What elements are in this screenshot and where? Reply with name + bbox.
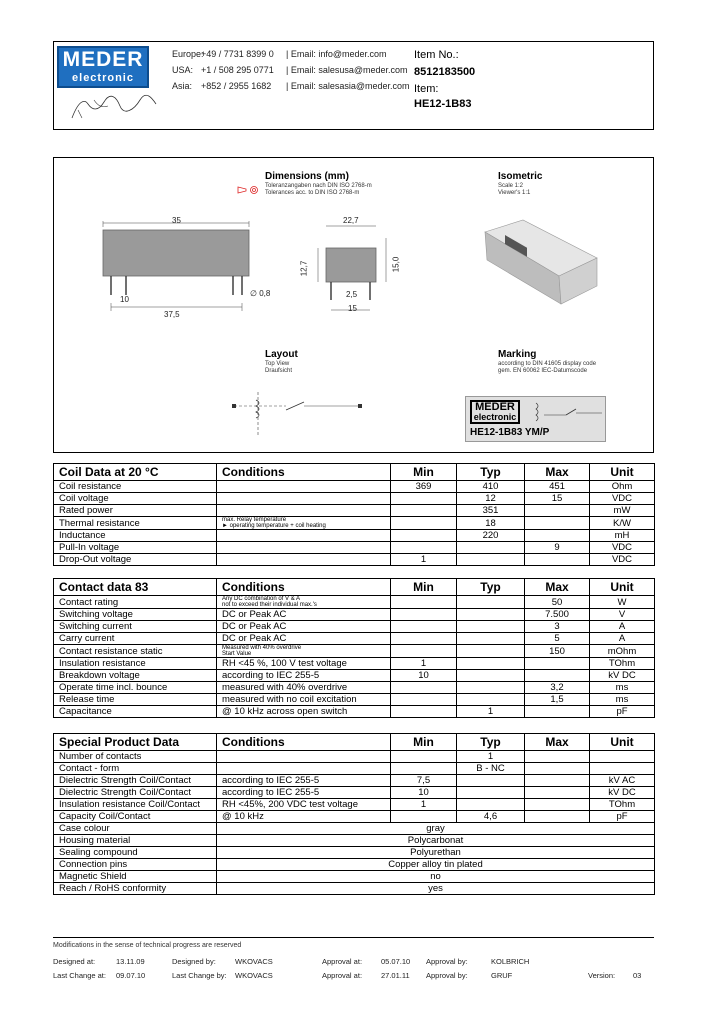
table-row: [54, 799, 655, 811]
table-cell: [391, 530, 457, 542]
layout-sub2: Draufsicht: [265, 368, 293, 374]
last-approval-by-value: GRUF: [491, 971, 513, 980]
table-cell: [457, 596, 525, 609]
table-cell: 220: [457, 530, 525, 542]
approval-at-value: 05.07.10: [381, 957, 411, 966]
condition-line: ► operating temperature + coil heating: [222, 523, 326, 529]
table-cell: 1: [457, 706, 525, 718]
last-change-by-label: Last Change by:: [172, 971, 227, 980]
table-row: [54, 883, 655, 895]
dimensions-sub2: Tolerances acc. to DIN ISO 2768-m: [265, 190, 360, 196]
table-row: [54, 775, 655, 787]
table-row: [54, 645, 655, 658]
version-label: Version:: [588, 971, 616, 980]
table-cell: [457, 775, 525, 787]
marking-title: Marking: [498, 349, 537, 360]
table-cell-merged: no: [217, 871, 655, 883]
table-cell: DC or Peak AC: [217, 609, 391, 621]
contact-email-usa[interactable]: | Email: salesusa@meder.com: [286, 65, 408, 75]
table-cell: @ 10 kHz across open switch: [217, 706, 391, 718]
column-header: Typ: [457, 734, 525, 751]
table-cell: VDC: [590, 554, 655, 566]
dim-height2: 15,0: [391, 256, 401, 273]
dim-length: 35: [172, 216, 181, 225]
last-change-at-label: Last Change at:: [53, 971, 106, 980]
table-cell: Reach / RoHS conformity: [54, 883, 217, 895]
column-header: Unit: [590, 734, 655, 751]
table-cell: ms: [590, 682, 655, 694]
table-cell: [391, 763, 457, 775]
table-row: [54, 633, 655, 645]
table-cell: [391, 706, 457, 718]
slogan-signature: [68, 92, 158, 122]
table-cell: ms: [590, 694, 655, 706]
column-header: Conditions: [217, 464, 391, 481]
table-cell: [457, 609, 525, 621]
table-cell: kV AC: [590, 775, 655, 787]
contact-phone-usa: +1 / 508 295 0771: [201, 65, 274, 75]
table-cell: [391, 751, 457, 763]
table-cell-merged: Polycarbonat: [217, 835, 655, 847]
contact-email-europe[interactable]: | Email: info@meder.com: [286, 49, 387, 59]
table-cell: [457, 670, 525, 682]
table-row: [54, 811, 655, 823]
dimensions-sub1: Toleranzangaben nach DIN ISO 2768-m: [265, 183, 372, 189]
table-cell: A: [590, 621, 655, 633]
table-cell: [590, 763, 655, 775]
column-header: Conditions: [217, 734, 391, 751]
table-cell: [391, 811, 457, 823]
table-row: [54, 554, 655, 566]
table-row: [54, 505, 655, 517]
table-cell: [391, 493, 457, 505]
table-cell: [525, 811, 590, 823]
table-cell: [217, 493, 391, 505]
table-cell: Contact rating: [54, 596, 217, 609]
table-row: [54, 787, 655, 799]
table-cell: 351: [457, 505, 525, 517]
table-cell: 4,6: [457, 811, 525, 823]
table-cell: Contact resistance static: [54, 645, 217, 658]
side-view-drawing: [302, 218, 402, 318]
table-cell: 1: [391, 554, 457, 566]
dim-height1: 12,7: [299, 260, 309, 277]
table-cell: 10: [391, 787, 457, 799]
table-cell: [391, 505, 457, 517]
table-cell: Switching voltage: [54, 609, 217, 621]
table-cell: measured with no coil excitation: [217, 694, 391, 706]
table-row: [54, 658, 655, 670]
table-row: [54, 751, 655, 763]
isometric-sub2: Viewer's 1:1: [498, 190, 531, 196]
table-cell: 1: [391, 658, 457, 670]
table-cell: Coil resistance: [54, 481, 217, 493]
table-cell: [457, 645, 525, 658]
table-cell: [391, 517, 457, 530]
table-cell: Drop-Out voltage: [54, 554, 217, 566]
table-cell: Switching current: [54, 621, 217, 633]
column-header: Special Product Data: [54, 734, 217, 751]
table-cell: [217, 530, 391, 542]
table-cell: 7,5: [391, 775, 457, 787]
item-no-label: Item No.:: [414, 49, 459, 61]
contact-email-asia[interactable]: | Email: salesasia@meder.com: [286, 81, 410, 91]
table-cell: Breakdown voltage: [54, 670, 217, 682]
table-cell: 451: [525, 481, 590, 493]
table-cell: 369: [391, 481, 457, 493]
table-cell: 12: [457, 493, 525, 505]
table-cell-merged: Polyurethan: [217, 847, 655, 859]
table-cell: 50: [525, 596, 590, 609]
table-cell: according to IEC 255-5: [217, 775, 391, 787]
table-cell: @ 10 kHz: [217, 811, 391, 823]
footer-divider: [53, 937, 654, 938]
isometric-title: Isometric: [498, 171, 543, 182]
contact-phone-asia: +852 / 2955 1682: [201, 81, 272, 91]
table-cell: according to IEC 255-5: [217, 670, 391, 682]
table-cell: V: [590, 609, 655, 621]
contact-phone-europe: +49 / 7731 8399 0: [201, 49, 274, 59]
marking-logo1: MEDER: [475, 401, 515, 413]
table-cell: 18: [457, 517, 525, 530]
table-cell: [525, 554, 590, 566]
table-cell: 5: [525, 633, 590, 645]
table-row: [54, 706, 655, 718]
dimensions-title: Dimensions (mm): [265, 171, 349, 182]
table-cell: Operate time incl. bounce: [54, 682, 217, 694]
table-cell: Thermal resistance: [54, 517, 217, 530]
table-cell: Capacitance: [54, 706, 217, 718]
layout-schematic: [226, 388, 366, 443]
table-cell: 1: [391, 799, 457, 811]
table-cell: Magnetic Shield: [54, 871, 217, 883]
table-cell: TOhm: [590, 658, 655, 670]
last-approval-at-value: 27.01.11: [381, 971, 410, 980]
table-cell: mH: [590, 530, 655, 542]
table-cell: DC or Peak AC: [217, 621, 391, 633]
approval-by-label: Approval by:: [426, 957, 468, 966]
last-approval-by-label: Approval by:: [426, 971, 468, 980]
column-header: Unit: [590, 464, 655, 481]
table-cell: VDC: [590, 493, 655, 505]
table-cell: 1: [457, 751, 525, 763]
table-row: [54, 763, 655, 775]
table-row: [54, 670, 655, 682]
last-change-by-value: WKOVACS: [235, 971, 273, 980]
table-cell: Dielectric Strength Coil/Contact: [54, 775, 217, 787]
special-product-table: [53, 733, 655, 895]
condition-line: Measured with 40% overdrive: [222, 645, 302, 651]
version-value: 03: [633, 971, 642, 980]
dim-width: 22,7: [343, 216, 359, 225]
table-cell: Rated power: [54, 505, 217, 517]
table-cell: [457, 633, 525, 645]
table-cell: 9: [525, 542, 590, 554]
item-value: HE12-1B83: [414, 98, 472, 110]
special-header-row: [54, 734, 655, 751]
marking-text: HE12-1B83 YM/P: [470, 427, 550, 438]
table-cell: Insulation resistance: [54, 658, 217, 670]
table-cell: [590, 751, 655, 763]
dim-pitch-small: 2,5: [346, 290, 358, 299]
table-cell: [457, 682, 525, 694]
marking-label: [465, 396, 606, 442]
table-cell: [217, 554, 391, 566]
table-cell: 410: [457, 481, 525, 493]
approval-by-value: KOLBRICH: [491, 957, 530, 966]
dim-pitch-width: 15: [348, 304, 357, 313]
logo-line2: electronic: [72, 72, 134, 84]
table-cell: Sealing compound: [54, 847, 217, 859]
table-cell: [457, 694, 525, 706]
contact-region-europe: Europe:: [172, 49, 204, 59]
condition-line: Any DC combination of V & A: [222, 596, 301, 602]
column-header: Max: [525, 464, 590, 481]
table-cell: [391, 633, 457, 645]
designed-at-label: Designed at:: [53, 957, 96, 966]
contact-header-row: [54, 579, 655, 596]
marking-logo: [470, 400, 520, 424]
table-row: [54, 682, 655, 694]
layout-title: Layout: [265, 349, 298, 360]
table-cell: measured with 40% overdrive: [217, 682, 391, 694]
table-row: [54, 694, 655, 706]
isometric-drawing: [479, 218, 604, 313]
table-cell: [217, 505, 391, 517]
table-cell: Housing material: [54, 835, 217, 847]
column-header: Typ: [457, 579, 525, 596]
table-cell: [391, 621, 457, 633]
table-cell: K/W: [590, 517, 655, 530]
logo-line1: MEDER: [62, 48, 144, 71]
table-cell: Carry current: [54, 633, 217, 645]
dim-pin-diameter: ∅ 0,8: [250, 289, 271, 298]
table-cell: Capacity Coil/Contact: [54, 811, 217, 823]
marking-schematic: [526, 401, 604, 427]
contact-data-table: [53, 578, 655, 718]
table-cell: [525, 658, 590, 670]
table-cell: 1,5: [525, 694, 590, 706]
table-cell: [525, 530, 590, 542]
table-cell: Inductance: [54, 530, 217, 542]
table-cell: 3: [525, 621, 590, 633]
column-header: Max: [525, 734, 590, 751]
table-cell: [457, 621, 525, 633]
column-header: Min: [391, 734, 457, 751]
table-cell: [217, 596, 391, 609]
table-cell: [217, 517, 391, 530]
table-cell: [525, 505, 590, 517]
marking-sub2: gem. EN 60062 IEC-Datumscode: [498, 368, 588, 374]
column-header: Typ: [457, 464, 525, 481]
table-cell: pF: [590, 706, 655, 718]
dim-pitch-long: 37,5: [164, 310, 180, 319]
last-change-at-value: 09.07.10: [116, 971, 146, 980]
item-label: Item:: [414, 83, 439, 95]
table-cell: Contact - form: [54, 763, 217, 775]
table-cell: [525, 787, 590, 799]
table-cell: [391, 645, 457, 658]
table-cell: RH <45 %, 100 V test voltage: [217, 658, 391, 670]
layout-sub1: Top View: [265, 361, 290, 367]
table-cell: Case colour: [54, 823, 217, 835]
table-row: [54, 823, 655, 835]
condition-line: not to exceed their individual max.'s: [222, 602, 317, 608]
table-cell: kV DC: [590, 787, 655, 799]
column-header: Min: [391, 579, 457, 596]
table-row: [54, 530, 655, 542]
table-cell: [457, 542, 525, 554]
condition-line: Start Value: [222, 651, 252, 657]
table-cell: Pull-In voltage: [54, 542, 217, 554]
table-cell: Number of contacts: [54, 751, 217, 763]
table-cell: according to IEC 255-5: [217, 787, 391, 799]
dim-pin-length: 10: [120, 295, 129, 304]
coil-data-table: [53, 463, 655, 566]
contact-region-usa: USA:: [172, 65, 194, 75]
table-cell: [525, 517, 590, 530]
table-cell: mOhm: [590, 645, 655, 658]
table-cell: 150: [525, 645, 590, 658]
designed-by-label: Designed by:: [172, 957, 216, 966]
table-cell: [525, 799, 590, 811]
table-cell: RH <45%, 200 VDC test voltage: [217, 799, 391, 811]
drawing-panel: [53, 157, 654, 453]
table-row: [54, 596, 655, 609]
table-row: [54, 493, 655, 505]
table-cell: [525, 763, 590, 775]
table-cell: Connection pins: [54, 859, 217, 871]
table-cell: Ohm: [590, 481, 655, 493]
marking-logo2: electronic: [473, 412, 517, 422]
table-cell: [457, 787, 525, 799]
isometric-sub1: Scale 1:2: [498, 183, 524, 189]
table-cell: B - NC: [457, 763, 525, 775]
approval-at-label: Approval at:: [322, 957, 363, 966]
marking-sub1: according to DIN 41605 display code: [498, 361, 597, 367]
table-cell-merged: yes: [217, 883, 655, 895]
table-cell: VDC: [590, 542, 655, 554]
table-cell: [525, 670, 590, 682]
column-header: Coil Data at 20 °C: [54, 464, 217, 481]
table-cell: 15: [525, 493, 590, 505]
condition-line: max. Relay temperature: [222, 517, 287, 523]
table-cell: Release time: [54, 694, 217, 706]
table-cell: 7.500: [525, 609, 590, 621]
item-no-value: 8512183500: [414, 66, 476, 78]
table-cell: [457, 658, 525, 670]
table-cell: [525, 706, 590, 718]
table-row: [54, 621, 655, 633]
table-row: [54, 847, 655, 859]
column-header: Contact data 83: [54, 579, 217, 596]
projection-symbol-icon: [237, 185, 261, 195]
last-approval-at-label: Approval at:: [322, 971, 363, 980]
table-cell: A: [590, 633, 655, 645]
table-cell: kV DC: [590, 670, 655, 682]
designed-by-value: WKOVACS: [235, 957, 273, 966]
contact-region-asia: Asia:: [172, 81, 193, 91]
table-row: [54, 835, 655, 847]
table-cell: mW: [590, 505, 655, 517]
table-cell: [391, 596, 457, 609]
table-cell: Insulation resistance Coil/Contact: [54, 799, 217, 811]
table-cell-merged: Copper alloy tin plated: [217, 859, 655, 871]
table-cell: [457, 799, 525, 811]
table-cell: Dielectric Strength Coil/Contact: [54, 787, 217, 799]
table-cell: [217, 763, 391, 775]
table-cell: [217, 751, 391, 763]
coil-header-row: [54, 464, 655, 481]
column-header: Max: [525, 579, 590, 596]
table-cell: [391, 609, 457, 621]
table-row: [54, 542, 655, 554]
meder-logo: [57, 46, 149, 88]
table-cell: [217, 645, 391, 658]
column-header: Min: [391, 464, 457, 481]
designed-at-value: 13.11.09: [116, 957, 145, 966]
table-cell: 3,2: [525, 682, 590, 694]
table-row: [54, 871, 655, 883]
table-cell: 10: [391, 670, 457, 682]
table-cell: W: [590, 596, 655, 609]
table-cell-merged: gray: [217, 823, 655, 835]
table-cell: pF: [590, 811, 655, 823]
table-cell: [525, 751, 590, 763]
table-cell: [457, 554, 525, 566]
table-cell: DC or Peak AC: [217, 633, 391, 645]
column-header: Conditions: [217, 579, 391, 596]
table-cell: [217, 542, 391, 554]
table-cell: TOhm: [590, 799, 655, 811]
table-cell: Coil voltage: [54, 493, 217, 505]
table-cell: [525, 775, 590, 787]
column-header: Unit: [590, 579, 655, 596]
table-cell: [217, 481, 391, 493]
table-row: [54, 517, 655, 530]
table-row: [54, 859, 655, 871]
table-row: [54, 481, 655, 493]
table-row: [54, 609, 655, 621]
table-cell: [391, 682, 457, 694]
datasheet-header: [53, 41, 654, 130]
table-cell: [391, 694, 457, 706]
table-cell: [391, 542, 457, 554]
modification-note: Modifications in the sense of technical progress are reserved: [53, 942, 242, 949]
